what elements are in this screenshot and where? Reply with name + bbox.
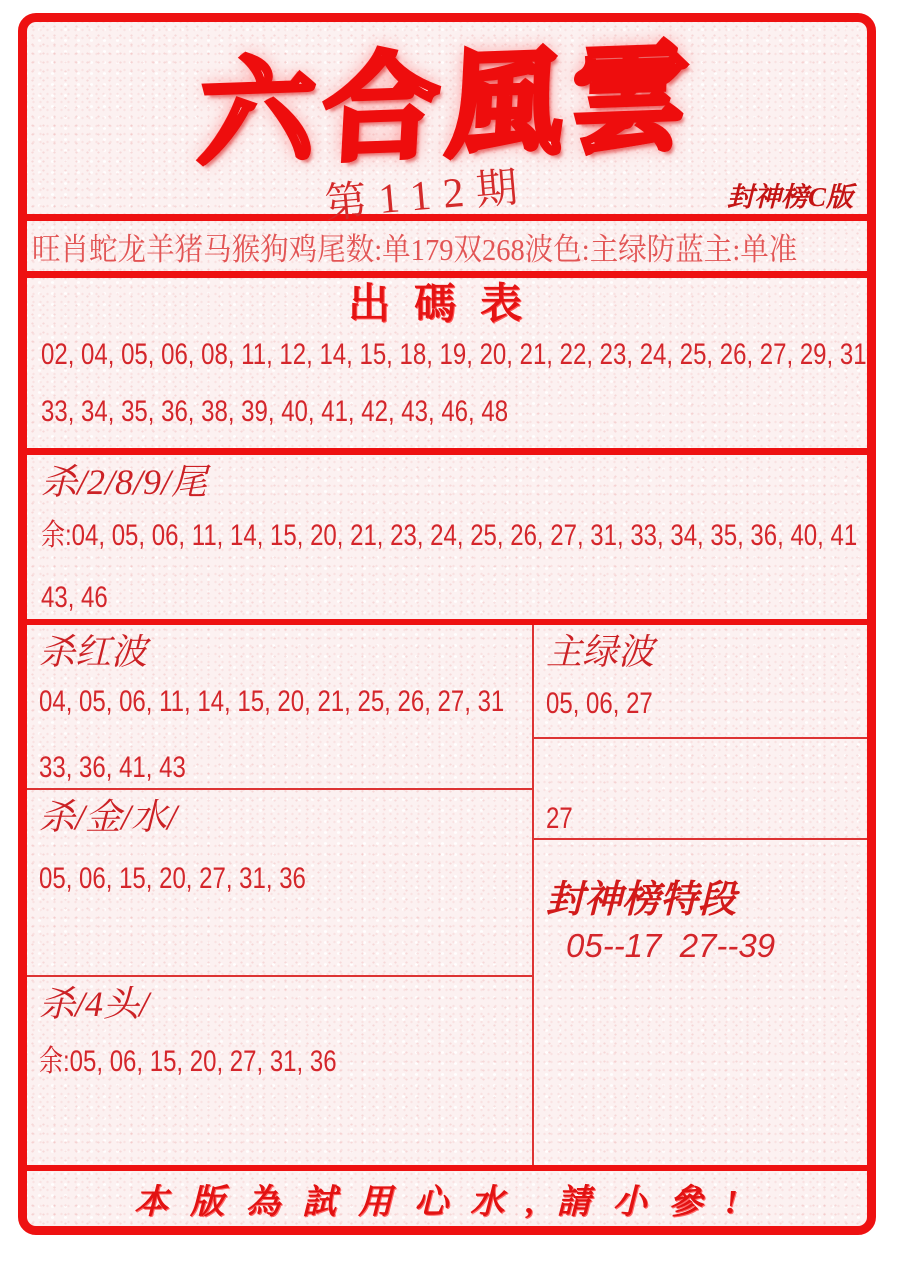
left-column	[27, 625, 532, 1165]
header	[27, 22, 867, 228]
kill-4-head-label: 杀/4头/	[39, 984, 150, 1024]
kill-gold-water-section	[27, 790, 532, 975]
kill-red-wave-section	[27, 625, 532, 788]
main-green-wave-label: 主绿波	[546, 632, 655, 672]
kill-289-tail-section	[27, 455, 867, 619]
right-column	[534, 625, 867, 1165]
special-segment-numbers: 05--17 27--39	[566, 927, 776, 964]
code-table-heading: 出碼表	[347, 282, 546, 328]
main-green-wave-section	[534, 625, 867, 737]
code-table-line-1: 02, 04, 05, 06, 08, 11, 12, 14, 15, 18, 19, 20, 21, 22, 23, 24, 25, 26, 27, 29, 31	[41, 338, 867, 372]
kill-289-tail-line-2: 43, 46	[41, 581, 108, 615]
special-segment-label: 封神榜特段	[546, 879, 737, 921]
kill-red-wave-line-1: 04, 05, 06, 11, 14, 15, 20, 21, 25, 26, 27, 31	[39, 684, 505, 718]
divider	[27, 271, 867, 278]
code-table-section	[27, 278, 867, 448]
issue-number: 第112期	[323, 164, 532, 228]
divider	[27, 448, 867, 455]
kill-4-head-section	[27, 977, 532, 1165]
kill-gold-water-numbers: 05, 06, 15, 20, 27, 31, 36	[39, 861, 306, 895]
green-wave-extra-number: 27	[546, 801, 573, 835]
code-table-line-2: 33, 34, 35, 36, 38, 39, 40, 41, 42, 43, 46, 48	[41, 394, 509, 428]
footer-note: 本版為試用心水,請小參!	[134, 1184, 760, 1221]
edition-label: 封神榜C版	[726, 182, 853, 212]
kill-gold-water-label: 杀/金/水/	[39, 797, 178, 837]
hot-tip-row	[27, 221, 867, 271]
kill-289-tail-label: 杀/2/8/9/尾	[41, 462, 208, 502]
kill-red-wave-label: 杀红波	[39, 632, 148, 672]
special-segment-section	[534, 840, 867, 1165]
green-wave-extra-cell	[534, 739, 867, 838]
columns-zone	[27, 625, 867, 1165]
page-title: 六合風雲	[195, 35, 699, 181]
hot-tip-text: 旺肖蛇龙羊猪马猴狗鸡尾数:单179双268波色:主绿防蓝主:单准	[32, 231, 798, 267]
lottery-flyer	[18, 13, 876, 1235]
kill-red-wave-line-2: 33, 36, 41, 43	[39, 751, 186, 785]
footer	[27, 1171, 867, 1226]
kill-4-head-numbers: 余:05, 06, 15, 20, 27, 31, 36	[39, 1044, 337, 1078]
main-green-wave-numbers: 05, 06, 27	[546, 686, 653, 720]
kill-289-tail-line-1: 余:04, 05, 06, 11, 14, 15, 20, 21, 23, 24, 25, 26, 27, 31, 33, 34, 35, 36, 40, 41	[41, 518, 858, 552]
